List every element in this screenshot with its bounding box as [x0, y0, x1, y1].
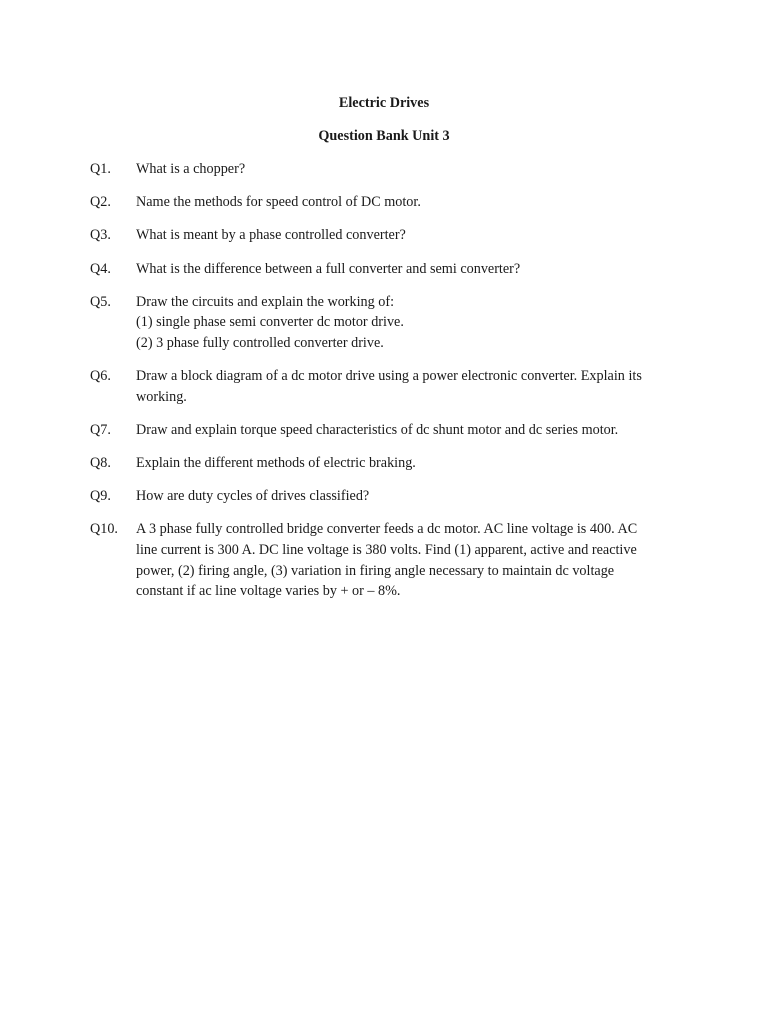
question-number: Q2. — [90, 194, 111, 211]
question-line: constant if ac line voltage varies by + or – 8%. — [136, 583, 401, 600]
question-text — [136, 420, 690, 441]
question-number: Q1. — [90, 161, 111, 177]
question-line: Draw a block diagram of a dc motor drive using a power electronic converter. Explain its — [136, 368, 642, 385]
question-text — [136, 225, 690, 246]
question-line: line current is 300 A. DC line voltage is 380 volts. Find (1) apparent, active and reactive — [136, 542, 637, 559]
question-text — [136, 159, 690, 180]
question-line: (1) single phase semi converter dc motor drive. — [136, 314, 404, 331]
question-item — [90, 159, 690, 180]
question-item — [90, 225, 690, 246]
question-item — [90, 292, 690, 354]
question-line: What is a chopper? — [136, 161, 246, 177]
question-number: Q8. — [90, 455, 111, 472]
question-text — [136, 259, 690, 280]
question-number: Q7. — [90, 421, 111, 438]
question-number: Q9. — [90, 488, 111, 505]
question-line: Draw the circuits and explain the working of: — [136, 293, 395, 310]
question-number: Q6. — [90, 368, 111, 385]
question-item — [90, 366, 690, 407]
question-line: Explain the different methods of electric braking. — [136, 455, 416, 472]
question-number: Q3. — [90, 227, 111, 244]
question-number: Q10. — [90, 521, 118, 538]
question-line: working. — [136, 388, 187, 405]
question-text — [136, 366, 690, 407]
question-item — [90, 259, 690, 280]
question-text — [136, 519, 690, 601]
question-line: What is meant by a phase controlled converter? — [136, 227, 406, 244]
question-item — [90, 453, 690, 474]
question-line: power, (2) firing angle, (3) variation in firing angle necessary to maintain dc voltage — [136, 562, 615, 579]
question-line: How are duty cycles of drives classified? — [136, 488, 370, 505]
question-item — [90, 192, 690, 213]
question-text — [136, 192, 690, 213]
question-line: (2) 3 phase fully controlled converter drive. — [136, 334, 384, 351]
document-subtitle: Question Bank Unit 3 — [318, 128, 450, 144]
question-item — [90, 519, 690, 601]
question-text — [136, 453, 690, 474]
question-number: Q4. — [90, 260, 111, 277]
document-title: Electric Drives — [338, 95, 430, 111]
question-item — [90, 486, 690, 507]
question-text — [136, 486, 690, 507]
question-text — [136, 292, 690, 354]
question-number: Q5. — [90, 293, 111, 310]
question-line: What is the difference between a full converter and semi converter? — [136, 260, 521, 277]
question-list — [90, 159, 690, 614]
question-line: Draw and explain torque speed characteristics of dc shunt motor and dc series motor. — [136, 421, 619, 438]
question-line: Name the methods for speed control of DC motor. — [136, 194, 421, 211]
question-line: A 3 phase fully controlled bridge converter feeds a dc motor. AC line voltage is 400. AC — [136, 521, 638, 538]
question-item — [90, 420, 690, 441]
